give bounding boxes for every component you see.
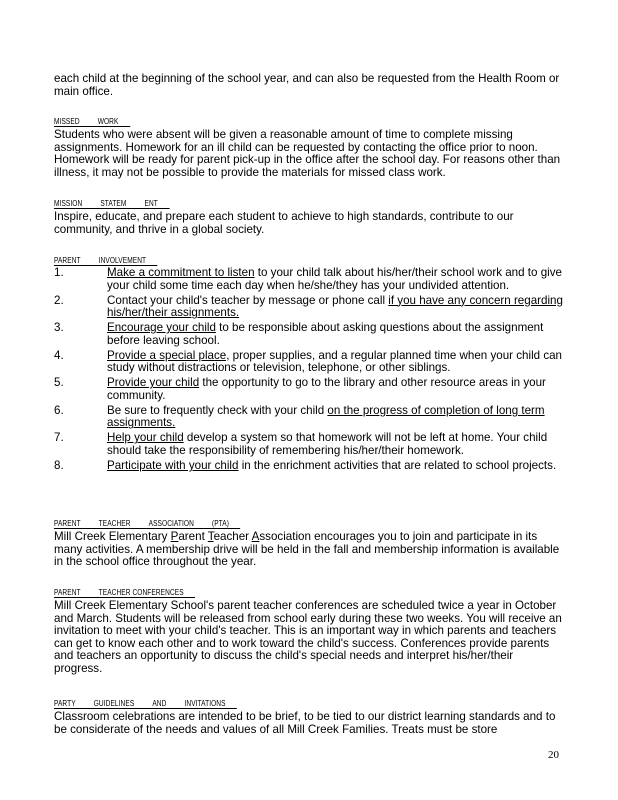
list-item: 7. Help your child develop a system so that homework will not be left at home. Your child should take the responsibility of remembering his/her/their homework. — [54, 431, 548, 458]
pta-body: Mill Creek Elementary Parent Teacher Association encourages you to join and participate in its many activities. A membership drive will be held in the fall and membership information is available in the school office throughout the year. — [54, 530, 560, 569]
mission-statement-heading: MISSION STATEM ENT — [54, 199, 169, 209]
party-guidelines-heading: PARTY GUIDELINES AND INVITATIONS — [54, 699, 237, 709]
missed-work-body: Students who were absent will be given a reasonable amount of time to complete missing assignments. Homework for an ill child can be requested by contacting the office prior to noon. Homework will be ready for parent pick-up in the office after the school day. For reasons other than illness, it may not be possible to provide the materials for missed class work. — [54, 128, 561, 179]
list-item: 3. Encourage your child to be responsible about asking questions about the assignment before leaving school. — [54, 321, 544, 347]
parent-involvement-heading: PARENT INVOLVEMENT — [54, 256, 158, 266]
pta-heading: PARENT TEACHER ASSOCIATION (PTA) — [54, 519, 240, 529]
missed-work-heading: MISSED WORK — [54, 117, 130, 127]
list-item: 8. Participate with your child in the enrichment activities that are related to school projects. — [54, 459, 557, 473]
page-number: 20 — [548, 749, 559, 761]
conferences-heading: PARENT TEACHER CONFERENCES — [54, 588, 195, 598]
parent-involvement-list — [54, 267, 564, 475]
intro-continuation: each child at the beginning of the school year, and can also be requested from the Health Room or main office. — [54, 72, 560, 98]
list-item: 5. Provide your child the opportunity to go to the library and other resource areas in your community. — [54, 376, 546, 402]
party-guidelines-body: Classroom celebrations are intended to be brief, to be tied to our district learning standards and to be considerate of the needs and values of all Mill Creek Families. Treats must be store — [54, 710, 556, 736]
list-item: 2. Contact your child's teacher by message or phone call if you have any concern regarding his/her/their assignments. — [54, 293, 563, 320]
mission-statement-body: Inspire, educate, and prepare each student to achieve to high standards, contribute to our community, and thrive in a global society. — [54, 210, 514, 236]
list-item: 4. Provide a special place, proper supplies, and a regular planned time when your child can study without distractions or television, telephone, or other siblings. — [54, 348, 563, 375]
conferences-body: Mill Creek Elementary School's parent teacher conferences are scheduled twice a year in October and March. Students will be released from school early during these two weeks. You will receive an invitation to meet with your child's teacher. This is an important way in which parents and teachers can get to know each other and to work toward the child's success. Conferences provide parents and teachers an opportunity to discuss the child's special needs and interpret his/her/their progress. — [54, 599, 562, 675]
list-item: 1. Make a commitment to listen to your child talk about his/her/their school work and to give your child some time each day when he/she/they has your undivided attention. — [54, 266, 562, 292]
list-item: 6. Be sure to frequently check with your child on the progress of completion of long term assignments. — [54, 403, 545, 430]
